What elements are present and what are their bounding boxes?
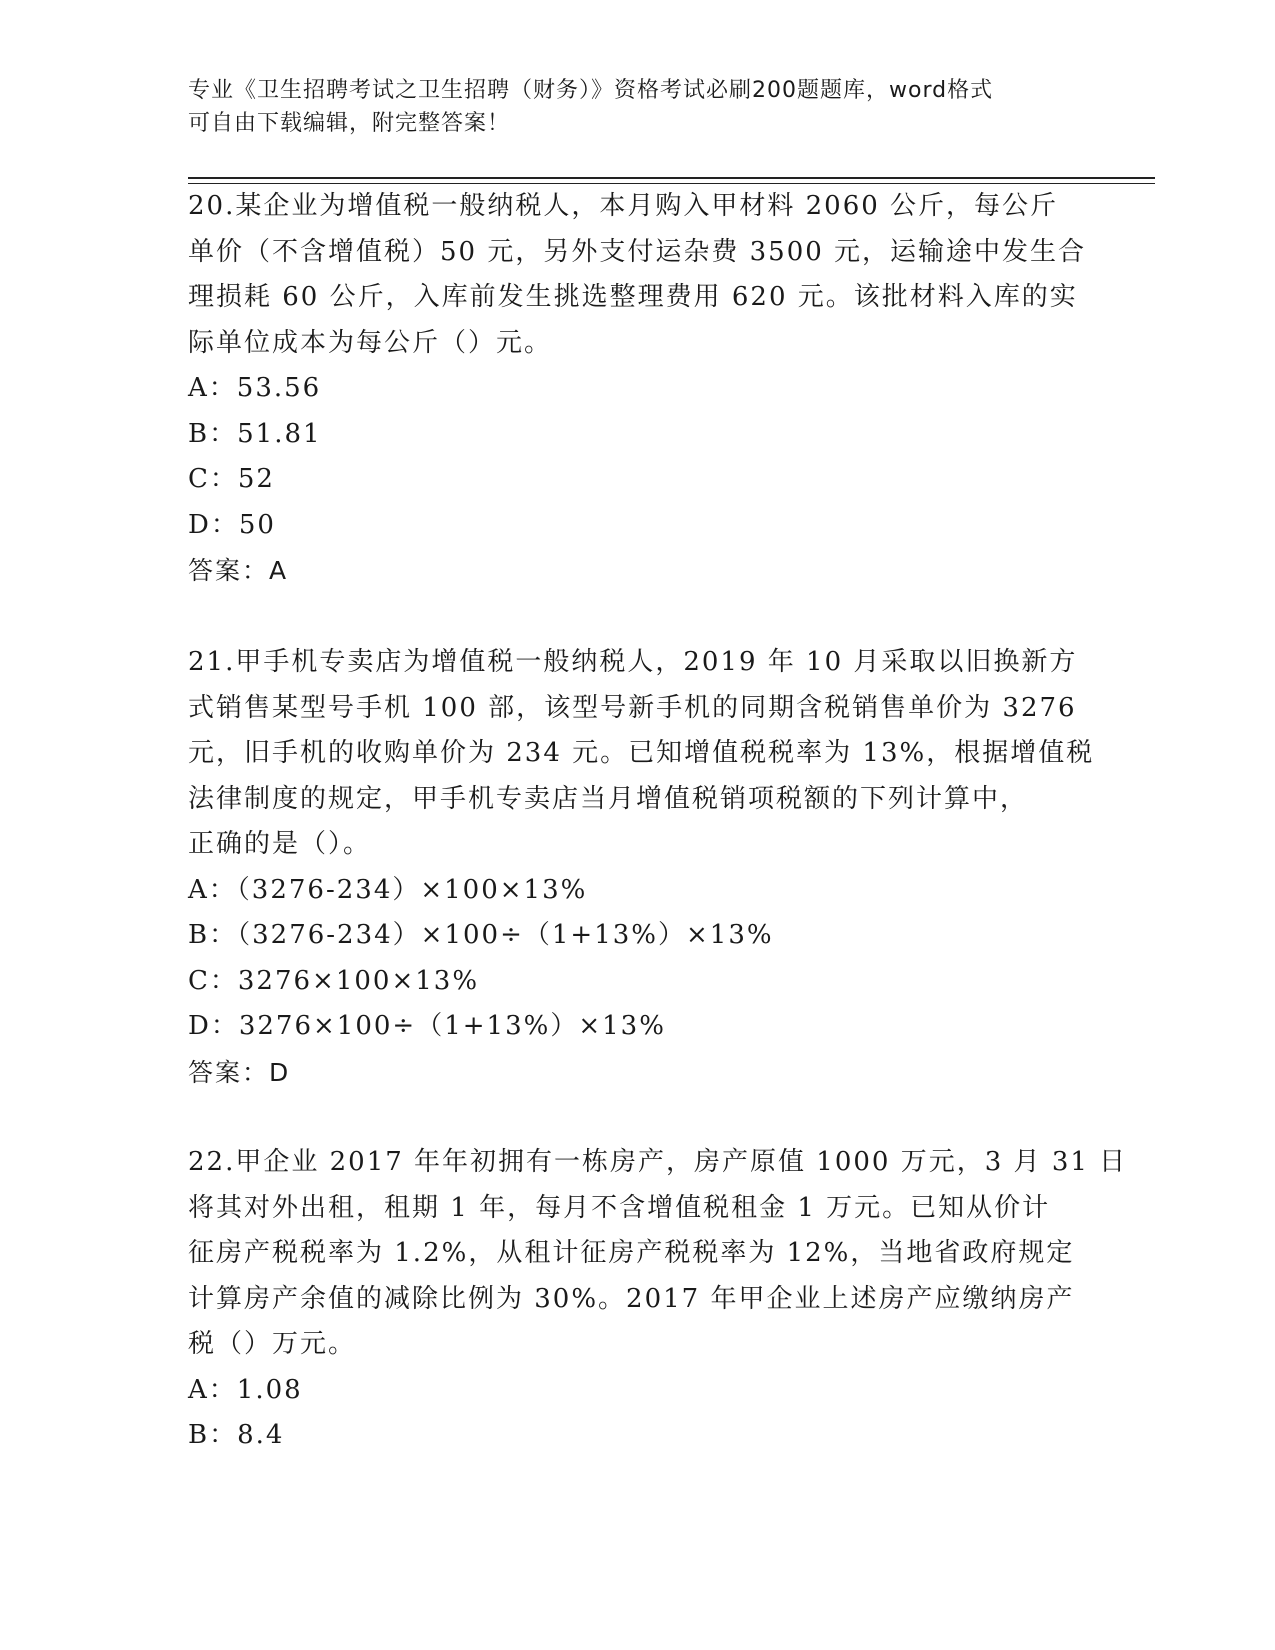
header-line-2: 可自由下载编辑，附完整答案！	[188, 111, 511, 136]
question-text-line: 元，旧手机的收购单价为 234 元。已知增值税税率为 13%，根据增值税	[188, 738, 1095, 768]
option-d: D：3276×100÷（1+13%）×13%	[188, 1011, 666, 1041]
option-c: C：3276×100×13%	[188, 965, 480, 996]
document-header	[188, 74, 1088, 140]
option-b: B：（3276-234）×100÷（1+13%）×13%	[188, 920, 774, 950]
question-text-line: 单价（不含增值税）50 元，另外支付运杂费 3500 元，运输途中发生合	[188, 236, 1087, 267]
question-text-line: 将其对外出租，租期 1 年，每月不含增值税租金 1 万元。已知从价计	[188, 1192, 1051, 1223]
question-text-line: 际单位成本为每公斤（）元。	[188, 327, 553, 358]
option-b: B：8.4	[188, 1420, 285, 1450]
question-text-line: 征房产税税率为 1.2%，从租计征房产税税率为 12%，当地省政府规定	[188, 1238, 1075, 1268]
question-text-line: 税（）万元。	[188, 1329, 357, 1359]
header-line-1: 专业《卫生招聘考试之卫生招聘（财务）》资格考试必刷200题题库，word格式	[188, 78, 994, 103]
option-b: B：51.81	[188, 418, 322, 449]
answer-label: 答案：D	[188, 1057, 291, 1087]
question-text-line: 22.甲企业 2017 年年初拥有一栋房产，房产原值 1000 万元，3 月 31 日	[188, 1147, 1128, 1177]
question-text-line: 法律制度的规定，甲手机专卖店当月增值税销项税额的下列计算中，	[188, 783, 1029, 814]
question-text-line: 正确的是（）。	[188, 829, 372, 859]
header-divider	[188, 177, 1155, 179]
option-a: A：53.56	[188, 373, 322, 403]
answer-label: 答案：A	[188, 556, 289, 585]
question-22	[188, 1140, 1128, 1459]
question-text-line: 理损耗 60 公斤，入库前发生挑选整理费用 620 元。该批材料入库的实	[188, 282, 1078, 312]
option-c: C：52	[188, 464, 275, 494]
question-text-line: 20.某企业为增值税一般纳税人，本月购入甲材料 2060 公斤，每公斤	[188, 191, 1059, 221]
option-a: A：1.08	[188, 1374, 303, 1405]
question-text-line: 21.甲手机专卖店为增值税一般纳税人，2019 年 10 月采取以旧换新方	[188, 647, 1078, 677]
question-20	[188, 184, 1088, 594]
question-text-line: 计算房产余值的减除比例为 30%。2017 年甲企业上述房产应缴纳房产	[188, 1283, 1075, 1314]
option-a: A：（3276-234）×100×13%	[188, 874, 588, 905]
question-text-line: 式销售某型号手机 100 部，该型号新手机的同期含税销售单价为 3276	[188, 692, 1077, 723]
option-d: D：50	[188, 509, 276, 540]
question-21	[188, 640, 1095, 1095]
